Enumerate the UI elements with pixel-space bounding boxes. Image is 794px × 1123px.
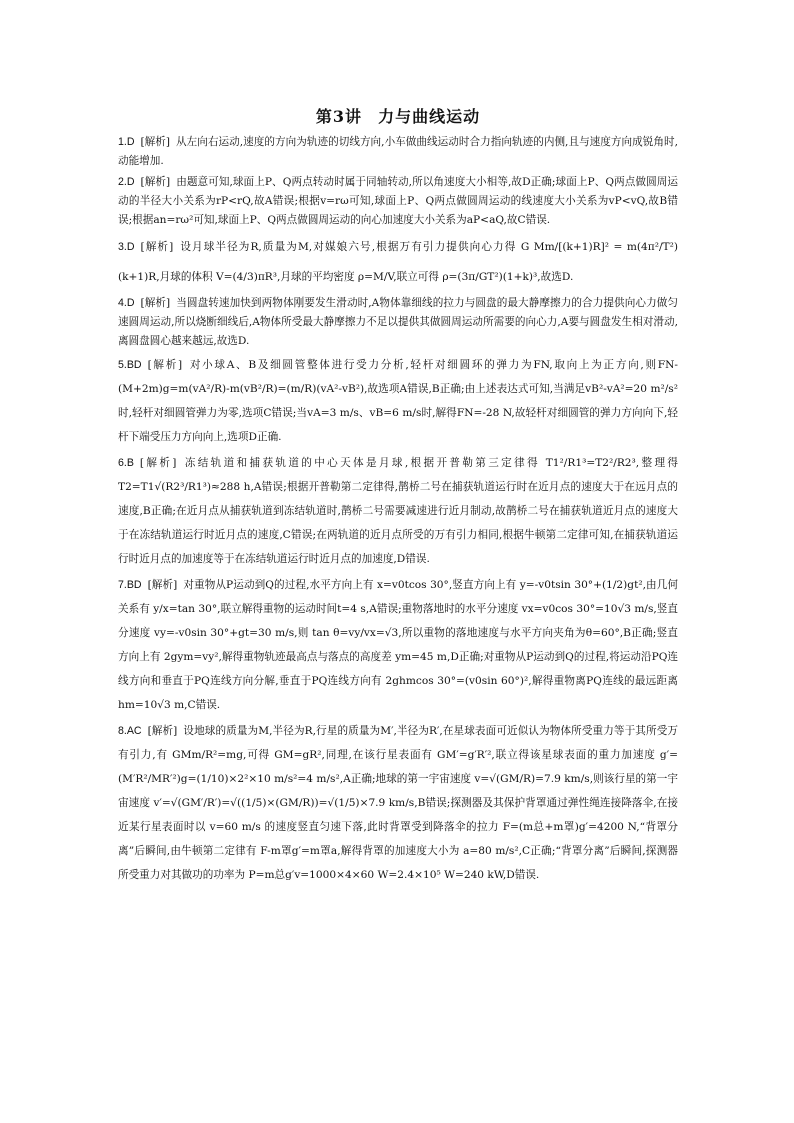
analysis-tag: [解析] (147, 579, 178, 591)
answer-text: 从左向右运动,速度的方向为轨迹的切线方向,小车做曲线运动时合力指向轨迹的内侧,且与速度方向成锐角时,动能增加. (118, 136, 678, 167)
answer-item (118, 133, 678, 171)
answer-page (118, 100, 678, 889)
analysis-tag: [解析] (140, 297, 171, 309)
lecture-topic: 力与曲线运动 (378, 107, 481, 126)
answer-item (118, 173, 678, 230)
lecture-number: 第3讲 (315, 107, 363, 126)
answer-number: 8.AC (118, 725, 142, 737)
analysis-tag: [解析] (140, 136, 171, 148)
answer-number: 7.BD (118, 579, 142, 591)
answer-item (118, 573, 678, 717)
answer-number: 5.BD (118, 359, 142, 371)
answer-text: 设地球的质量为M,半径为R,行星的质量为M′,半径为R′,在星球表面可近似认为物体所受重力等于其所受万有引力,有 GMm/R²=mg,可得 GM=gR²,同理,在该行星表面有 GM′=g′R′²,联立得该星球表面的重力加速度 g′=(M′R²/MR′²)g=(1/10)×2²×10 m/s²=4 m/s²,A正确;地球的第一宇宙速度 v=√(GM/R)=7.9 km/s,则该行星的第一宇宙速度 v′=√(GM′/R′)=√((1/5)×(GM/R))=√(1/5)×7.9 km/s,B错误;探测器及其保护背罩通过弹性绳连接降落伞,在接近某行星表面时以 v=60 m/s 的速度竖直匀速下落,此时背罩受到降落伞的拉力 F=(m总+m罩)g′=4200 N,“背罩分离”后瞬间,由牛顿第二定律有 F-m罩g′=m罩a,解得背罩的加速度大小为 a=80 m/s²,C正确;“背罩分离”后瞬间,探测器所受重力对其做功的功率为 P=m总g′v=1000×4×60 W=2.4×10⁵ W=240 kW,D错误. (118, 725, 678, 881)
answer-text: 当圆盘转速加快到两物体刚要发生滑动时,A物体靠细线的拉力与圆盘的最大静摩擦力的合力提供向心力做匀速圆周运动,所以烧断细线后,A物体所受最大静摩擦力不足以提供其做圆周运动所需要的向心力,A要与圆盘发生相对滑动,离圆盘圆心越来越远,故选D. (118, 297, 678, 347)
answer-item (118, 451, 678, 571)
analysis-tag: [解析] (147, 359, 183, 371)
answer-item (118, 232, 678, 292)
answer-text: 冻结轨道和捕获轨道的中心天体是月球,根据开普勒第三定律得 T1²/R1³=T2²/R2³,整理得 T2=T1√(R2³/R1³)≈288 h,A错误;根据开普勒第二定律得,鹊桥二号在捕获轨道运行时在近月点的速度大于在远月点的速度,B正确;在近月点从捕获轨道到冻结轨道时,鹊桥二号需要减速进行近月制动,故鹊桥二号在捕获轨道近月点的速度大于在冻结轨道运行时近月点的速度,C错误;在两轨道的近月点所受的万有引力相同,根据牛顿第二定律可知,在捕获轨道运行时近月点的加速度等于在冻结轨道运行时近月点的加速度,D错误. (118, 457, 678, 565)
answer-item (118, 353, 678, 449)
answer-number: 3.D (118, 241, 135, 253)
page-title (118, 104, 678, 127)
analysis-tag: [解析] (139, 457, 177, 469)
answer-number: 6.B (118, 457, 134, 469)
analysis-tag: [解析] (140, 241, 174, 253)
answer-text: 对重物从P运动到Q的过程,水平方向上有 x=v0tcos 30°,竖直方向上有 y=-v0tsin 30°+(1/2)gt²,由几何关系有 y/x=tan 30°,联立解得重物的运动时间t=4 s,A错误;重物落地时的水平分速度 vx=v0cos 30°=10√3 m/s,竖直分速度 vy=-v0sin 30°+gt=30 m/s,则 tan θ=vy/vx=√3,所以重物的落地速度与水平方向夹角为θ=60°,B正确;竖直方向上有 2gym=vy²,解得重物轨迹最高点与落点的高度差 ym=45 m,D正确;对重物从P运动到Q的过程,将运动沿PQ连线方向和垂直于PQ连线方向分解,垂直于PQ连线方向有 2ghmcos 30°=(v0sin 60°)²,解得重物离PQ连线的最远距离 hm=10√3 m,C错误. (118, 579, 678, 711)
answer-number: 4.D (118, 297, 135, 309)
answer-item (118, 719, 678, 887)
answer-text: 对小球A、B及细圆管整体进行受力分析,轻杆对细圆环的弹力为FN,取向上为正方向,则FN-(M+2m)g=m(vA²/R)-m(vB²/R)=(m/R)(vA²-vB²),故选项A错误,B正确;由上述表达式可知,当满足vB²-vA²=20 m²/s²时,轻杆对细圆管弹力为零,选项C错误;当vA=3 m/s、vB=6 m/s时,解得FN=-28 N,故轻杆对细圆管的弹力方向向下,轻杆下端受压力方向向上,选项D正确. (118, 359, 678, 443)
answer-text: 设月球半径为R,质量为M,对媒娘六号,根据万有引力提供向心力得 G Mm/[(k+1)R]² = m(4π²/T²)(k+1)R,月球的体积 V=(4/3)πR³,月球的平均密度 ρ=M/V,联立可得 ρ=(3π/GT²)(1+k)³,故选D. (118, 241, 678, 283)
analysis-tag: [解析] (147, 725, 178, 737)
answer-item (118, 294, 678, 351)
answer-number: 1.D (118, 136, 135, 148)
answer-text: 由题意可知,球面上P、Q两点转动时属于同轴转动,所以角速度大小相等,故D正确;球面上P、Q两点做圆周运动的半径大小关系为rP<rQ,故A错误;根据v=rω可知,球面上P、Q两点做圆周运动的线速度大小关系为vP<vQ,故B错误;根据an=rω²可知,球面上P、Q两点做圆周运动的向心加速度大小关系为aP<aQ,故C错误. (118, 176, 678, 226)
analysis-tag: [解析] (140, 176, 171, 188)
answer-number: 2.D (118, 176, 135, 188)
